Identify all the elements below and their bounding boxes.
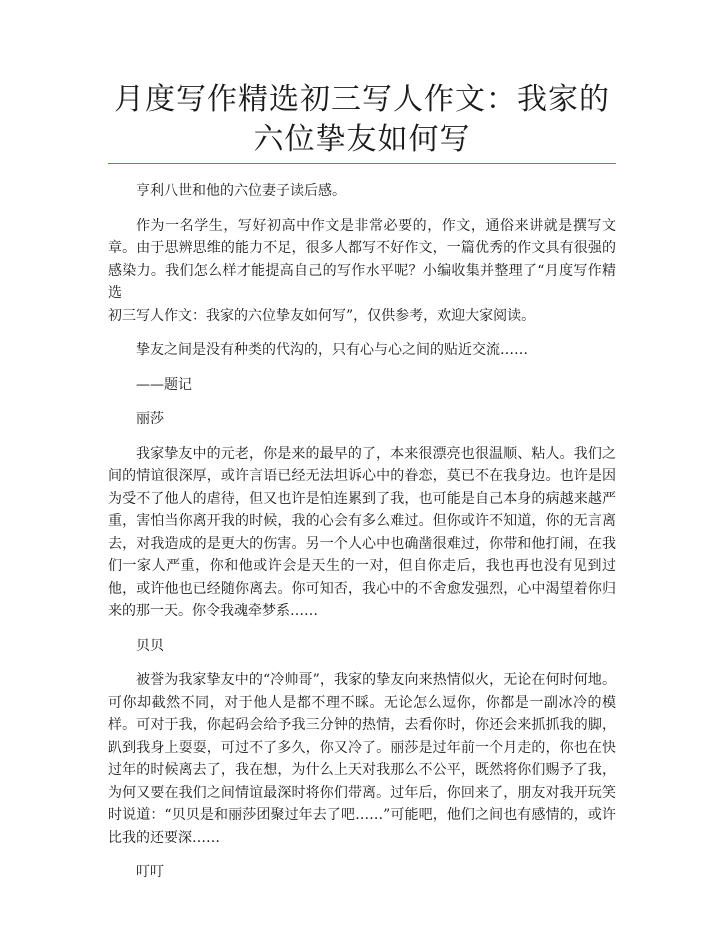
intro-paragraph-continued: 初三写人作文：我家的六位挚友如何写”，仅供参考，欢迎大家阅读。 bbox=[108, 307, 536, 324]
intro-paragraph: 作为一名学生，写好初高中作文是非常必要的，作文，通俗来讲就是撰写文章。由于思辨思维的能力不足，很多人都写不好作文，一篇优秀的作文具有很强的感染力。我们怎么样才能提高自己的写作水平呢？小编收集并整理了“月度写作精选 bbox=[108, 217, 616, 301]
section-heading-dingding: 叮叮 bbox=[136, 864, 164, 880]
intro-line: 亨利八世和他的六位妻子读后感。 bbox=[136, 183, 346, 199]
document-body bbox=[108, 180, 616, 896]
epigraph: 挚友之间是没有种类的代沟的，只有心与心之间的贴近交流…… bbox=[136, 342, 528, 358]
section-heading-beibei: 贝贝 bbox=[136, 637, 164, 654]
section-paragraph-beibei: 被誉为我家挚友中的“冷帅哥”，我家的挚友向来热情似火，无论在何时何地。可你却截然不同，对于他人是都不理不睬。无论怎么逗你，你都是一副冰冷的模样。可对于我，你起码会给予我三分钟的热情，去看你时，你还会来抓抓我的脚，趴到我身上耍耍，可过不了多久，你又冷了。丽莎是过年前一个月走的，你也在快过年的时候离去了，我在想，为什么上天对我那么不公平，既然将你们赐予了我，为何又要在我们之间情谊最深时将你们带离。过年后，你回来了，朋友对我开玩笑时说道：“贝贝是和丽莎团聚过年去了吧……”可能吧，他们之间也有感情的，或许比我的还要深…… bbox=[108, 672, 616, 846]
title-divider bbox=[108, 163, 616, 164]
document-title: 月度写作精选初三写人作文：我家的六位挚友如何写 bbox=[114, 82, 610, 157]
section-heading-lisa: 丽莎 bbox=[136, 411, 164, 427]
epigraph-attribution: ——题记 bbox=[136, 376, 192, 393]
section-paragraph-lisa: 我家挚友中的元老，你是来的最早的了，本来很漂亮也很温顺、粘人。我们之间的情谊很深厚，或许言语已经无法坦诉心中的眷恋，莫已不在我身边。也许是因为受不了他人的虐待，但又也许是怕连累到了我，也可能是自己本身的病越来越严重，害怕当你离开我的时候，我的心会有多么难过。但你或许不知道，你的无言离去，对我造成的是更大的伤害。另一个人心中也确凿很难过，你带和他打闹，在我们一家人严重，你和他或许会是天生的一对，但自你走后，我也再也没有见到过他，或许他也已经随你离去。你可知否，我心中的不舍愈发强烈，心中渴望着你归来的那一天。你令我魂牵梦系…… bbox=[108, 445, 616, 619]
